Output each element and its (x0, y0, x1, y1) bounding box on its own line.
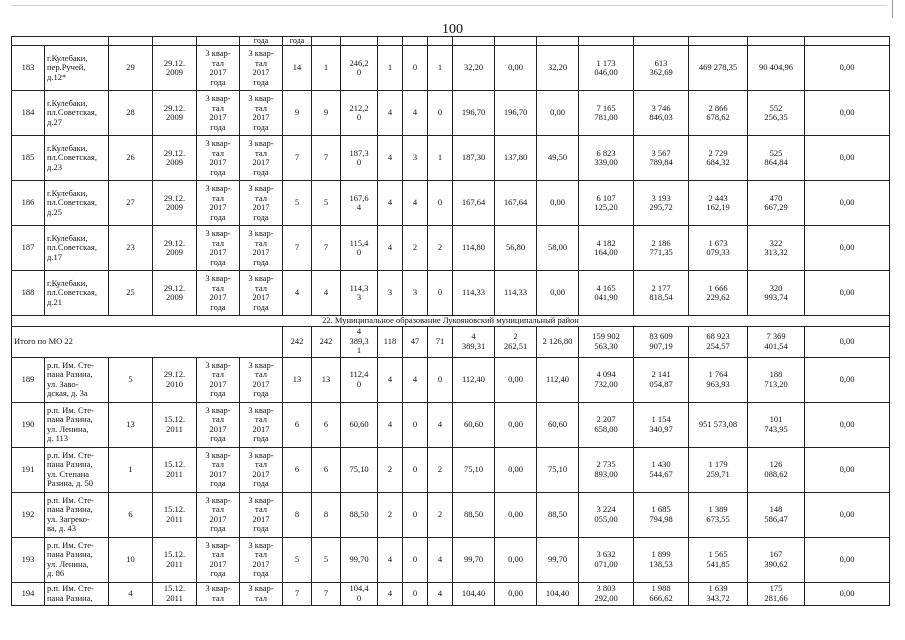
table-cell: 5 (312, 181, 341, 226)
table-cell: 0,00 (805, 136, 890, 181)
table-cell: 191 (12, 447, 45, 492)
table-cell: 0,00 (805, 46, 890, 91)
table-cell: 4 (378, 181, 403, 226)
table-cell: 246,2 0 (341, 46, 378, 91)
table-cell: 1 673 079,33 (689, 226, 748, 271)
table-cell: 7 (283, 582, 312, 605)
table-cell (153, 37, 197, 46)
table-cell: 175 281,66 (748, 582, 805, 605)
table-cell: 104,4 0 (341, 582, 378, 605)
table-cell: 112,40 (453, 357, 495, 402)
table-cell: 0 (428, 181, 453, 226)
table-cell: 7 (312, 226, 341, 271)
table-cell: 0,00 (805, 402, 890, 447)
table-cell: 1 (312, 46, 341, 91)
address-cell: г.Кулебаки, пер.Ручей, д.12* (45, 46, 109, 91)
table-cell: 2 186 771,35 (634, 226, 689, 271)
table-cell: 3 (378, 271, 403, 316)
table-cell: 0,00 (805, 181, 890, 226)
table-cell: 0 (403, 447, 428, 492)
table-cell: 88,50 (453, 492, 495, 537)
total-cell: 2 126,80 (537, 326, 579, 357)
table-cell: 194 (12, 582, 45, 605)
table-cell: 23 (109, 226, 153, 271)
table-cell: 126 088,62 (748, 447, 805, 492)
table-cell: 1 666 229,62 (689, 271, 748, 316)
table-cell: 29.12. 2009 (153, 91, 197, 136)
table-cell: 1 988 666,62 (634, 582, 689, 605)
table-cell: 3 квар- тал 2017 года (197, 136, 240, 181)
table-cell: 2 177 818,54 (634, 271, 689, 316)
table-cell: 3 квар- тал 2017 года (240, 226, 283, 271)
table-cell: 4 (378, 91, 403, 136)
table-cell: 3 квар- тал 2017 года (240, 91, 283, 136)
table-cell: 0,00 (805, 537, 890, 582)
table-cell (495, 37, 537, 46)
table-cell: 5 (312, 537, 341, 582)
table-cell: 196,70 (453, 91, 495, 136)
address-cell: г.Кулебаки, пл.Советская, д.25 (45, 181, 109, 226)
table-cell: 15.12. 2011 (153, 447, 197, 492)
table-cell: 28 (109, 91, 153, 136)
table-cell: 0 (403, 492, 428, 537)
table-cell (579, 37, 634, 46)
table-cell: 13 (283, 357, 312, 402)
address-cell: г.Кулебаки, пл.Советская, д.21 (45, 271, 109, 316)
table-cell: 188 (12, 271, 45, 316)
table-cell: 0,00 (537, 91, 579, 136)
table-cell: 0,00 (495, 402, 537, 447)
table-cell: 951 573,08 (689, 402, 748, 447)
table-cell: 4 (378, 357, 403, 402)
table-cell: 0,00 (537, 181, 579, 226)
table-cell (634, 37, 689, 46)
table-cell: 1 (428, 136, 453, 181)
table-cell: 114,33 (495, 271, 537, 316)
table-cell: 99,70 (453, 537, 495, 582)
table-cell: 26 (109, 136, 153, 181)
table-cell: 9 (312, 91, 341, 136)
table-cell: 4 (378, 226, 403, 271)
total-row (12, 326, 890, 357)
table-cell: 29.12. 2010 (153, 357, 197, 402)
table-cell: 4 (378, 582, 403, 605)
total-cell: 0,00 (805, 326, 890, 357)
table-row (12, 91, 890, 136)
table-cell: 58,00 (537, 226, 579, 271)
table-cell: 3 квар- тал 2017 года (197, 537, 240, 582)
table-cell: 32,20 (453, 46, 495, 91)
table-cell: 0 (403, 402, 428, 447)
housing-register-table (11, 36, 890, 606)
table-cell: 0,00 (805, 492, 890, 537)
table-cell: 3 квар- тал 2017 года (240, 136, 283, 181)
table-cell: 4 094 732,00 (579, 357, 634, 402)
table-cell: 4 182 164,00 (579, 226, 634, 271)
table-cell: 3 квар- тал 2017 года (240, 181, 283, 226)
table-cell: 60,60 (537, 402, 579, 447)
table-cell: 4 (403, 91, 428, 136)
table-cell: 2 141 054,87 (634, 357, 689, 402)
table-cell (378, 37, 403, 46)
address-cell: р.п. Им. Сте- пана Разина, ул. Степана Разина, д. 50 (45, 447, 109, 492)
table-cell: 29.12. 2009 (153, 136, 197, 181)
table-cell: 3 квар- тал 2017 года (197, 402, 240, 447)
total-cell: 4 389,31 (453, 326, 495, 357)
table-cell: 0,00 (805, 357, 890, 402)
table-cell: 4 (378, 402, 403, 447)
table-cell: 13 (312, 357, 341, 402)
table-cell: 10 (109, 537, 153, 582)
table-cell: 14 (283, 46, 312, 91)
table-cell: 0,00 (805, 91, 890, 136)
table-row (12, 46, 890, 91)
table-cell: года (283, 37, 312, 46)
table-cell: 2 (428, 492, 453, 537)
total-cell: 159 902 563,30 (579, 326, 634, 357)
table-cell: 1 565 541,85 (689, 537, 748, 582)
table-cell: 13 (109, 402, 153, 447)
address-cell: р.п. Им. Сте- пана Разина, (45, 582, 109, 605)
table-cell: 192 (12, 492, 45, 537)
table-cell: 8 (312, 492, 341, 537)
table-cell: 114,33 (453, 271, 495, 316)
table-cell (197, 37, 240, 46)
table-cell: 32,20 (537, 46, 579, 91)
table-cell: 3 квар- тал 2017 года (240, 271, 283, 316)
table-cell: 1 899 138,53 (634, 537, 689, 582)
table-cell: 185 (12, 136, 45, 181)
table-cell: 2 866 678,62 (689, 91, 748, 136)
table-cell: 148 586,47 (748, 492, 805, 537)
table-cell: 0,00 (495, 492, 537, 537)
table-cell: 3 квар- тал 2017 года (240, 46, 283, 91)
table-cell: 470 667,29 (748, 181, 805, 226)
table-cell: 90 404,96 (748, 46, 805, 91)
total-cell: 4 389,3 1 (341, 326, 378, 357)
table-cell: 2 (428, 226, 453, 271)
table-cell: 0 (428, 91, 453, 136)
table-cell: 4 (312, 271, 341, 316)
table-cell: года (240, 37, 283, 46)
table-cell: 6 (312, 402, 341, 447)
table-cell (12, 37, 109, 46)
table-cell: 212,2 0 (341, 91, 378, 136)
table-cell: 27 (109, 181, 153, 226)
table-row (12, 357, 890, 402)
table-cell (403, 37, 428, 46)
table-cell: 29.12. 2009 (153, 181, 197, 226)
table-cell: 320 993,74 (748, 271, 805, 316)
table-cell: 0,00 (495, 357, 537, 402)
table-cell (341, 37, 378, 46)
table-row (12, 226, 890, 271)
table-cell: 190 (12, 402, 45, 447)
table-cell: 0 (428, 357, 453, 402)
table-cell: 29.12. 2009 (153, 226, 197, 271)
table-cell: 6 107 125,20 (579, 181, 634, 226)
table-cell: 189 (12, 357, 45, 402)
table-cell: 6 (283, 447, 312, 492)
table-cell: 3 квар- тал 2017 года (240, 357, 283, 402)
total-cell: 68 923 254,57 (689, 326, 748, 357)
table-row (12, 492, 890, 537)
table-cell: 15.12. 2011 (153, 402, 197, 447)
table-cell: 4 (428, 537, 453, 582)
table-cell: 6 823 339,00 (579, 136, 634, 181)
table-cell: 1 430 544,67 (634, 447, 689, 492)
total-cell: 242 (283, 326, 312, 357)
table-cell: 4 (428, 582, 453, 605)
table-cell: 4 (403, 357, 428, 402)
table-cell: 2 735 893,00 (579, 447, 634, 492)
table-cell: 552 256,35 (748, 91, 805, 136)
table-cell: 2 (403, 226, 428, 271)
table-cell: 4 (428, 402, 453, 447)
table-cell (689, 37, 748, 46)
table-cell: 5 (283, 537, 312, 582)
table-cell: 0,00 (805, 447, 890, 492)
table-cell: 60,60 (341, 402, 378, 447)
table-cell: 2 729 684,32 (689, 136, 748, 181)
table-cell: 0,00 (495, 582, 537, 605)
address-cell: р.п. Им. Сте- пана Разина, ул. Заво- дская, д. 3а (45, 357, 109, 402)
table-cell: 3 квар- тал 2017 года (240, 492, 283, 537)
address-cell: г.Кулебаки, пл.Советская, д.27 (45, 91, 109, 136)
table-cell: 1 173 046,00 (579, 46, 634, 91)
table-cell: 1 685 794,98 (634, 492, 689, 537)
page-number: 100 (442, 22, 463, 37)
table-cell: 1 764 963,93 (689, 357, 748, 402)
table-cell: 99,70 (537, 537, 579, 582)
table-row (12, 136, 890, 181)
table-cell: 0,00 (805, 226, 890, 271)
table-cell: 2 (378, 447, 403, 492)
table-cell (537, 37, 579, 46)
table-cell: 1 (428, 46, 453, 91)
table-cell: 187,3 0 (341, 136, 378, 181)
table-cell (312, 37, 341, 46)
section-title: 22. Муниципальное образование Лукояновский муниципальный район (12, 316, 890, 327)
table-cell: 4 (378, 537, 403, 582)
page-corner-mark (892, 0, 893, 18)
table-cell: 7 (283, 136, 312, 181)
table-row (12, 537, 890, 582)
table-cell: 193 (12, 537, 45, 582)
table-cell: 0,00 (537, 271, 579, 316)
table-cell: 3 квар- тал 2017 года (197, 46, 240, 91)
table-cell (109, 37, 153, 46)
table-cell: 104,40 (453, 582, 495, 605)
table-cell: 167 390,62 (748, 537, 805, 582)
table-cell: 1 639 343,72 (689, 582, 748, 605)
total-cell: 83 609 907,19 (634, 326, 689, 357)
total-cell: 118 (378, 326, 403, 357)
table-cell: 1 154 340,97 (634, 402, 689, 447)
table-cell (805, 37, 890, 46)
table-cell: 186 (12, 181, 45, 226)
table-cell: 115,4 0 (341, 226, 378, 271)
table-cell: 3 квар- тал (240, 582, 283, 605)
table-cell: 167,6 4 (341, 181, 378, 226)
table-cell: 114,80 (453, 226, 495, 271)
table-cell: 3 квар- тал (197, 582, 240, 605)
table-cell: 3 803 292,00 (579, 582, 634, 605)
table-cell: 112,4 0 (341, 357, 378, 402)
table-cell: 4 (109, 582, 153, 605)
table-cell: 4 (403, 181, 428, 226)
table-cell: 188 713,20 (748, 357, 805, 402)
total-label: Итого по МО 22 (12, 326, 283, 357)
table-cell: 2 (378, 492, 403, 537)
table-cell: 49,50 (537, 136, 579, 181)
table-cell: 101 743,95 (748, 402, 805, 447)
table-cell: 6 (283, 402, 312, 447)
table-cell: 183 (12, 46, 45, 91)
table-cell: 167,64 (495, 181, 537, 226)
table-cell: 613 362,69 (634, 46, 689, 91)
table-cell: 0 (428, 271, 453, 316)
table-cell: 3 квар- тал 2017 года (197, 181, 240, 226)
table-cell: 3 квар- тал 2017 года (197, 357, 240, 402)
table-cell: 5 (283, 181, 312, 226)
total-cell: 2 262,51 (495, 326, 537, 357)
continuation-row (12, 37, 890, 46)
table-cell: 187,30 (453, 136, 495, 181)
table-cell: 3 квар- тал 2017 года (197, 447, 240, 492)
table-cell: 3 746 846,03 (634, 91, 689, 136)
table-cell: 525 864,84 (748, 136, 805, 181)
table-cell: 104,40 (537, 582, 579, 605)
table-cell: 3 (403, 136, 428, 181)
table-cell: 3 квар- тал 2017 года (240, 447, 283, 492)
table-cell: 469 278,35 (689, 46, 748, 91)
table-cell: 2 (428, 447, 453, 492)
table-cell: 7 (312, 582, 341, 605)
table-cell: 4 165 041,90 (579, 271, 634, 316)
table-cell: 137,80 (495, 136, 537, 181)
table-cell: 6 (109, 492, 153, 537)
table-cell: 75,10 (341, 447, 378, 492)
table-cell: 0,00 (495, 537, 537, 582)
table-cell: 4 (283, 271, 312, 316)
table-cell: 7 (312, 136, 341, 181)
table-cell: 3 193 295,72 (634, 181, 689, 226)
table-cell: 3 квар- тал 2017 года (197, 91, 240, 136)
table-cell: 184 (12, 91, 45, 136)
table-cell: 7 (283, 226, 312, 271)
table-cell: 3 (403, 271, 428, 316)
table-cell: 7 165 781,00 (579, 91, 634, 136)
total-cell: 71 (428, 326, 453, 357)
address-cell: г.Кулебаки, пл.Советская, д.17 (45, 226, 109, 271)
table-cell: 9 (283, 91, 312, 136)
table-cell: 322 313,32 (748, 226, 805, 271)
table-cell: 88,50 (537, 492, 579, 537)
table-cell: 2 443 162,19 (689, 181, 748, 226)
table-cell: 1 179 259,71 (689, 447, 748, 492)
section-row (12, 316, 890, 327)
table-cell: 0 (403, 537, 428, 582)
table-cell: 1 389 673,55 (689, 492, 748, 537)
table-cell: 15.12. 2011 (153, 537, 197, 582)
table-cell: 0,00 (805, 582, 890, 605)
table-cell: 3 224 055,00 (579, 492, 634, 537)
table-cell: 75,10 (537, 447, 579, 492)
table-cell: 3 квар- тал 2017 года (240, 537, 283, 582)
table-cell: 8 (283, 492, 312, 537)
table-cell: 167,64 (453, 181, 495, 226)
table-cell: 3 квар- тал 2017 года (197, 492, 240, 537)
table-cell: 1 (109, 447, 153, 492)
table-row (12, 447, 890, 492)
address-cell: г.Кулебаки, пл.Советская, д.23 (45, 136, 109, 181)
table-cell: 0,00 (495, 46, 537, 91)
table-cell: 4 (378, 136, 403, 181)
total-cell: 242 (312, 326, 341, 357)
table-row (12, 181, 890, 226)
page-top-rule (12, 5, 887, 6)
table-cell: 25 (109, 271, 153, 316)
table-cell: 3 квар- тал 2017 года (197, 271, 240, 316)
table-cell: 29.12. 2009 (153, 46, 197, 91)
table-cell: 187 (12, 226, 45, 271)
table-cell: 29.12. 2009 (153, 271, 197, 316)
table-cell: 15.12. 2011 (153, 582, 197, 605)
table-row (12, 582, 890, 605)
table-cell: 112,40 (537, 357, 579, 402)
total-cell: 7 369 401,54 (748, 326, 805, 357)
table-cell: 5 (109, 357, 153, 402)
table-cell: 1 (378, 46, 403, 91)
address-cell: р.п. Им. Сте- пана Разина, ул. Ленина, д. 113 (45, 402, 109, 447)
table-cell (428, 37, 453, 46)
table-cell: 114,3 3 (341, 271, 378, 316)
table-cell: 2 207 658,00 (579, 402, 634, 447)
table-cell: 99,70 (341, 537, 378, 582)
table-cell (748, 37, 805, 46)
table-cell: 3 квар- тал 2017 года (240, 402, 283, 447)
table-row (12, 271, 890, 316)
table-row (12, 402, 890, 447)
table-cell: 3 квар- тал 2017 года (197, 226, 240, 271)
table-cell: 3 567 789,84 (634, 136, 689, 181)
table-cell: 0 (403, 582, 428, 605)
table-cell: 60,60 (453, 402, 495, 447)
table-cell: 0 (403, 46, 428, 91)
table-cell: 0,00 (805, 271, 890, 316)
table-cell: 6 (312, 447, 341, 492)
table-cell: 75,10 (453, 447, 495, 492)
table-cell (453, 37, 495, 46)
table-cell: 56,80 (495, 226, 537, 271)
table-cell: 3 632 071,00 (579, 537, 634, 582)
table-cell: 0,00 (495, 447, 537, 492)
table-cell: 196,70 (495, 91, 537, 136)
table-cell: 88,50 (341, 492, 378, 537)
address-cell: р.п. Им. Сте- пана Разина, ул. Загреко- ва, д. 43 (45, 492, 109, 537)
table-cell: 29 (109, 46, 153, 91)
total-cell: 47 (403, 326, 428, 357)
table-cell: 15.12. 2011 (153, 492, 197, 537)
address-cell: р.п. Им. Сте- пана Разина, ул. Ленина, д. 86 (45, 537, 109, 582)
